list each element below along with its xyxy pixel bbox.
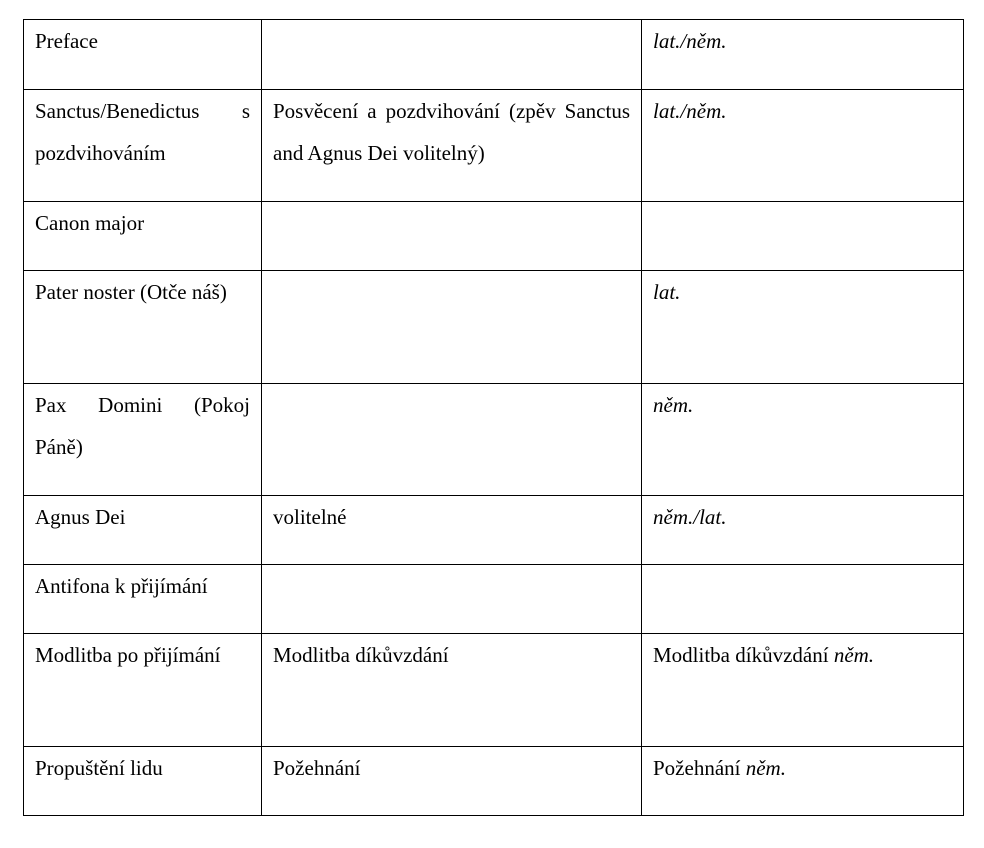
language-note: lat./něm. (653, 99, 727, 123)
part-cell: Sanctus/Benedictus s pozdvihováním (24, 90, 262, 202)
czech-cell: Posvěcení a pozdvihování (zpěv Sanctus and Agnus Dei volitelný) (262, 90, 642, 202)
language-cell (642, 90, 964, 202)
language-cell (642, 634, 964, 747)
language-cell (642, 384, 964, 496)
czech-cell (262, 565, 642, 634)
language-note: něm. (745, 756, 786, 780)
table-row (24, 496, 964, 565)
language-note: něm. (833, 643, 875, 667)
czech-cell (262, 202, 642, 271)
liturgy-table (23, 19, 964, 816)
language-cell (642, 271, 964, 384)
table-row (24, 384, 964, 496)
language-cell (642, 747, 964, 816)
czech-cell: Modlitba díkůvzdání (262, 634, 642, 747)
language-prefix: Požehnání (653, 756, 746, 780)
czech-cell (262, 384, 642, 496)
part-cell: Antifona k přijímání (24, 565, 262, 634)
language-cell (642, 496, 964, 565)
czech-cell (262, 20, 642, 90)
table-row (24, 20, 964, 90)
czech-cell: Požehnání (262, 747, 642, 816)
czech-cell (262, 271, 642, 384)
part-cell: Modlitba po přijímání (24, 634, 262, 747)
language-note: něm./lat. (653, 505, 727, 529)
language-note: lat./něm. (653, 29, 727, 53)
czech-cell: volitelné (262, 496, 642, 565)
part-cell: Preface (24, 20, 262, 90)
table-row (24, 271, 964, 384)
language-cell (642, 565, 964, 634)
part-cell: Canon major (24, 202, 262, 271)
part-cell: Agnus Dei (24, 496, 262, 565)
table-row (24, 90, 964, 202)
table-row (24, 634, 964, 747)
language-cell (642, 20, 964, 90)
part-cell: Propuštění lidu (24, 747, 262, 816)
table-row (24, 747, 964, 816)
table-row (24, 202, 964, 271)
part-cell: Pater noster (Otče náš) (24, 271, 262, 384)
language-note: něm. (653, 393, 694, 417)
language-note: lat. (653, 280, 681, 304)
language-cell (642, 202, 964, 271)
table-row (24, 565, 964, 634)
part-cell: Pax Domini (Pokoj Páně) (24, 384, 262, 496)
language-prefix: Modlitba díkůvzdání (653, 643, 834, 667)
